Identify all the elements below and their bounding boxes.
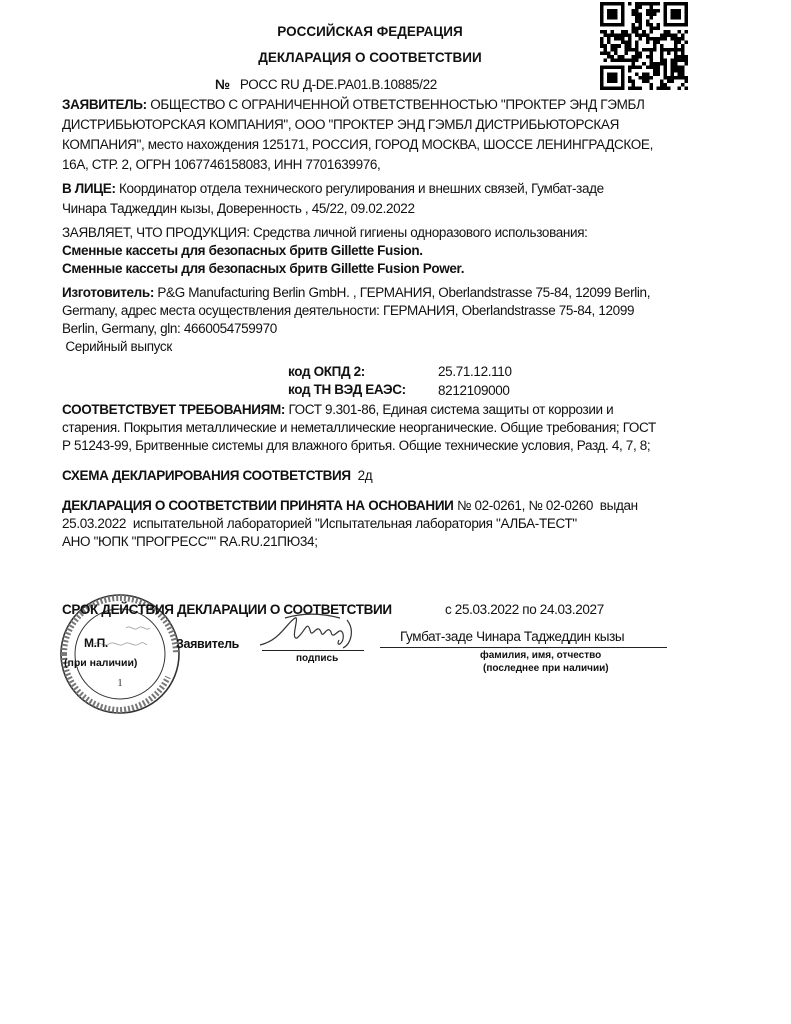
- name-line: [380, 647, 667, 648]
- requirements-line: ГОСТ 9.301-86, Единая система защиты от коррозии и: [288, 402, 614, 417]
- okpd-label: код ОКПД 2:: [288, 364, 365, 379]
- mp-label: М.П.: [84, 636, 108, 650]
- manufacturer-line: Germany, адрес места осуществления деятельности: ГЕРМАНИЯ, Oberlandstrasse 75-84, 12099: [62, 303, 635, 318]
- scheme-label: СХЕМА ДЕКЛАРИРОВАНИЯ СООТВЕТСТВИЯ: [62, 468, 351, 483]
- manufacturer-line: P&G Manufacturing Berlin GmbH. , ГЕРМАНИЯ, Oberlandstrasse 75-84, 12099 Berlin,: [157, 285, 651, 300]
- applicant-line: КОМПАНИЯ", место нахождения 125171, РОССИЯ, ГОРОД МОСКВА, ШОССЕ ЛЕНИНГРАДСКОЕ,: [62, 137, 653, 152]
- manufacturer-section: [62, 284, 650, 356]
- represented-by-section: [62, 180, 604, 218]
- basis-section: [62, 497, 638, 551]
- declaration-number: [215, 76, 437, 94]
- represented-by-label: В ЛИЦЕ:: [62, 181, 116, 196]
- number-value: РОСС RU Д-DE.РА01.В.10885/22: [239, 77, 437, 92]
- declares-line: ЗАЯВЛЯЕТ, ЧТО ПРОДУКЦИЯ: Средства личной гигиены одноразового использования:: [62, 225, 588, 240]
- qr-code: [600, 2, 688, 90]
- validity-value: с 25.03.2022 по 24.03.2027: [445, 602, 604, 617]
- applicant-signature-label: Заявитель: [176, 637, 239, 651]
- name-caption: фамилия, имя, отчество: [480, 650, 602, 661]
- manufacturer-line: Серийный выпуск: [62, 339, 172, 354]
- stamp-number: 1: [117, 677, 123, 689]
- tnved-label: код ТН ВЭД ЕАЭС:: [288, 382, 406, 397]
- handwritten-signature: [255, 610, 365, 655]
- name-caption-note: (последнее при наличии): [483, 663, 609, 674]
- country-heading: РОССИЙСКАЯ ФЕДЕРАЦИЯ: [277, 24, 463, 39]
- applicant-line: ОБЩЕСТВО С ОГРАНИЧЕННОЙ ОТВЕТСТВЕННОСТЬЮ "ПРОКТЕР ЭНД ГЭМБЛ: [150, 97, 645, 112]
- requirements-line: Р 51243-99, Бритвенные системы для влажного бритья. Общие технические условия, Разд. 4, 7, 8;: [62, 438, 651, 453]
- okpd-value: 25.71.12.110: [438, 364, 512, 379]
- number-sign: №: [215, 77, 230, 92]
- represented-by-line: Чинара Таджеддин кызы, Доверенность , 45/22, 09.02.2022: [62, 201, 415, 216]
- applicant-line: ДИСТРИБЬЮТОРСКАЯ КОМПАНИЯ", ООО "ПРОКТЕР ЭНД ГЭМБЛ ДИСТРИБЬЮТОРСКАЯ: [62, 117, 619, 132]
- basis-line: № 02-0261, № 02-0260 выдан: [456, 498, 638, 513]
- product-item: Сменные кассеты для безопасных бритв Gillette Fusion Power.: [62, 261, 465, 276]
- product-item: Сменные кассеты для безопасных бритв Gillette Fusion.: [62, 243, 423, 258]
- basis-label: ДЕКЛАРАЦИЯ О СООТВЕТСТВИИ ПРИНЯТА НА ОСНОВАНИИ: [62, 498, 454, 513]
- basis-line: 25.03.2022 испытательной лабораторией "Испытательная лаборатория "АЛБА-ТЕСТ": [62, 516, 577, 531]
- applicant-line: 16А, СТР. 2, ОГРН 1067746158083, ИНН 7701639976,: [62, 157, 381, 172]
- manufacturer-line: Berlin, Germany, gln: 4660054759970: [62, 321, 277, 336]
- document-title: ДЕКЛАРАЦИЯ О СООТВЕТСТВИИ: [258, 50, 482, 65]
- applicant-section: [62, 96, 653, 174]
- tnved-value: 8212109000: [438, 383, 510, 398]
- declares-section: [62, 224, 588, 278]
- validity-label: СРОК ДЕЙСТВИЯ ДЕКЛАРАЦИИ О СООТВЕТСТВИИ: [62, 602, 392, 617]
- requirements-label: СООТВЕТСТВУЕТ ТРЕБОВАНИЯМ:: [62, 402, 286, 417]
- signature-caption: подпись: [296, 653, 339, 664]
- applicant-label: ЗАЯВИТЕЛЬ:: [62, 97, 147, 112]
- represented-by-line: Координатор отдела технического регулирования и внешних связей, Гумбат-заде: [119, 181, 604, 196]
- signatory-name: Гумбат-заде Чинара Таджеддин кызы: [400, 629, 625, 644]
- manufacturer-label: Изготовитель:: [62, 285, 154, 300]
- requirements-section: [62, 401, 656, 455]
- basis-line: АНО "ЮПК "ПРОГРЕСС"" RA.RU.21ПЮ34;: [62, 534, 318, 549]
- scheme-section: [62, 467, 372, 485]
- requirements-line: старения. Покрытия металлические и неметаллические неорганические. Общие требования; ГОСТ: [62, 420, 656, 435]
- mp-note: (при наличии): [64, 657, 138, 669]
- scheme-value: 2д: [357, 468, 373, 483]
